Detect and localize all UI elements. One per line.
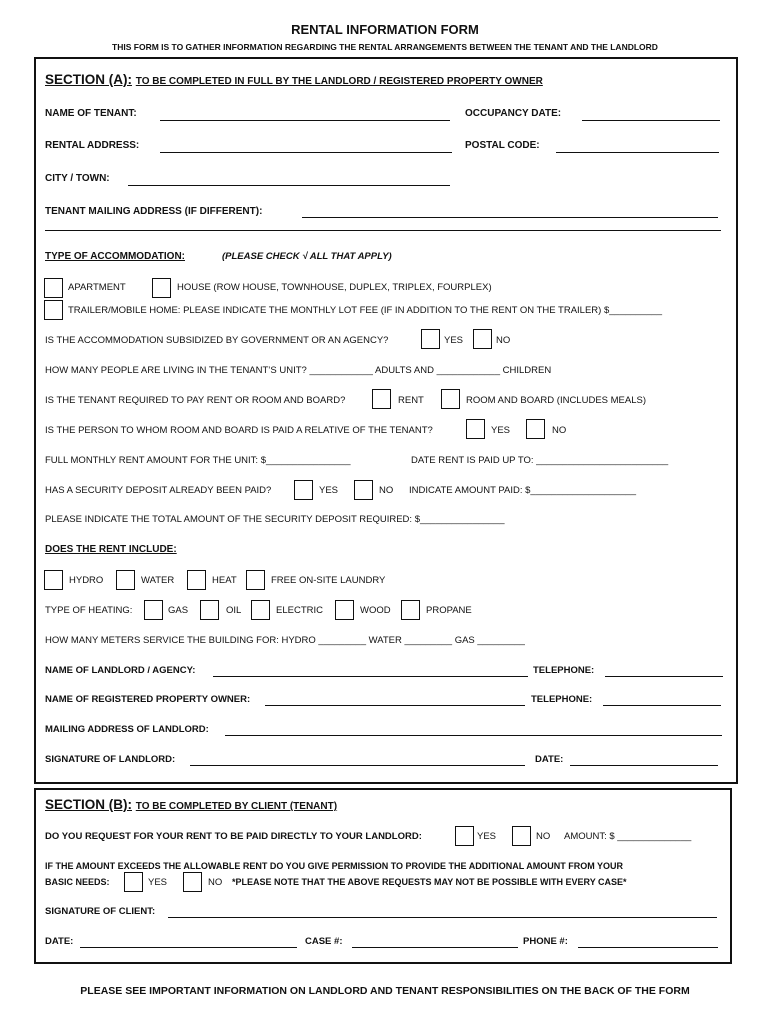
case-number-label: CASE #: [305, 936, 343, 947]
relative-question: IS THE PERSON TO WHOM ROOM AND BOARD IS PAID A RELATIVE OF THE TENANT? [45, 425, 433, 436]
postal-code-field[interactable] [556, 152, 719, 153]
oil-checkbox[interactable] [200, 600, 219, 620]
tenant-mailing-label: TENANT MAILING ADDRESS (IF DIFFERENT): [45, 206, 263, 217]
accommodation-note: (PLEASE CHECK √ ALL THAT APPLY) [222, 251, 392, 262]
landlord-signature-field[interactable] [190, 765, 525, 766]
electric-label: ELECTRIC [276, 605, 323, 616]
landlord-telephone-field[interactable] [605, 676, 723, 677]
relative-no-checkbox[interactable] [526, 419, 545, 439]
heat-label: HEAT [212, 575, 237, 586]
landlord-telephone-label: TELEPHONE: [533, 665, 595, 676]
registered-owner-field[interactable] [265, 705, 525, 706]
gas-checkbox[interactable] [144, 600, 163, 620]
direct-pay-amount-field[interactable]: AMOUNT: $ ______________ [564, 831, 692, 842]
direct-pay-no-label: NO [536, 831, 551, 842]
phone-label: PHONE #: [523, 936, 568, 947]
direct-pay-yes-checkbox[interactable] [455, 826, 474, 846]
wood-label: WOOD [360, 605, 391, 616]
direct-pay-yes-label: YES [477, 831, 497, 842]
rent-paid-up-to-field[interactable]: DATE RENT IS PAID UP TO: _________________________ [411, 455, 669, 466]
subsidized-no-checkbox[interactable] [473, 329, 492, 349]
subsidized-question: IS THE ACCOMMODATION SUBSIDIZED BY GOVERNMENT OR AN AGENCY? [45, 335, 389, 346]
client-signature-label: SIGNATURE OF CLIENT: [45, 906, 156, 917]
meters-question: HOW MANY METERS SERVICE THE BUILDING FOR: HYDRO _________ WATER _________ GAS _________ [45, 635, 525, 646]
rental-address-label: RENTAL ADDRESS: [45, 140, 140, 151]
landlord-mailing-field[interactable] [225, 735, 722, 736]
tenant-name-label: NAME OF TENANT: [45, 108, 137, 119]
relative-no-label: NO [552, 425, 567, 436]
subsidized-yes-label: YES [444, 335, 464, 346]
landlord-agency-field[interactable] [213, 676, 528, 677]
form-subtitle: THIS FORM IS TO GATHER INFORMATION REGARDING THE RENTAL ARRANGEMENTS BETWEEN THE TENANT AND THE LANDLORD [112, 42, 658, 52]
laundry-label: FREE ON-SITE LAUNDRY [271, 575, 386, 586]
tenant-name-field[interactable] [160, 120, 450, 121]
owner-telephone-label: TELEPHONE: [531, 694, 593, 705]
trailer-checkbox[interactable] [44, 300, 63, 320]
exceeds-question: IF THE AMOUNT EXCEEDS THE ALLOWABLE RENT DO YOU GIVE PERMISSION TO PROVIDE THE ADDITIONAL AMOUNT FROM YOUR [45, 861, 624, 871]
client-signature-field[interactable] [168, 917, 717, 918]
relative-yes-checkbox[interactable] [466, 419, 485, 439]
relative-yes-label: YES [491, 425, 511, 436]
deposit-amount-field[interactable]: INDICATE AMOUNT PAID: $____________________ [409, 485, 637, 496]
propane-checkbox[interactable] [401, 600, 420, 620]
section-a-title: SECTION (A): [45, 72, 132, 87]
wood-checkbox[interactable] [335, 600, 354, 620]
laundry-checkbox[interactable] [246, 570, 265, 590]
deposit-required-field[interactable]: PLEASE INDICATE THE TOTAL AMOUNT OF THE SECURITY DEPOSIT REQUIRED: $________________ [45, 514, 505, 525]
phone-field[interactable] [578, 947, 718, 948]
landlord-date-field[interactable] [570, 765, 718, 766]
landlord-date-label: DATE: [535, 754, 564, 765]
propane-label: PROPANE [426, 605, 472, 616]
occupancy-date-field[interactable] [582, 120, 720, 121]
deposit-no-checkbox[interactable] [354, 480, 373, 500]
landlord-signature-label: SIGNATURE OF LANDLORD: [45, 754, 176, 765]
accommodation-heading: TYPE OF ACCOMMODATION: [45, 251, 185, 262]
tenant-mailing-field-2[interactable] [45, 230, 721, 231]
section-b-subtitle: TO BE COMPLETED BY CLIENT (TENANT) [135, 801, 338, 812]
client-date-field[interactable] [80, 947, 297, 948]
rent-label: RENT [398, 395, 424, 406]
landlord-agency-label: NAME OF LANDLORD / AGENCY: [45, 665, 196, 676]
city-town-label: CITY / TOWN: [45, 173, 110, 184]
city-town-field[interactable] [128, 185, 450, 186]
rent-include-heading: DOES THE RENT INCLUDE: [45, 544, 177, 555]
section-a-subtitle: TO BE COMPLETED IN FULL BY THE LANDLORD / REGISTERED PROPERTY OWNER [135, 76, 543, 87]
deposit-no-label: NO [379, 485, 394, 496]
water-checkbox[interactable] [116, 570, 135, 590]
people-question: HOW MANY PEOPLE ARE LIVING IN THE TENANT’S UNIT? ____________ ADULTS AND ____________ CHILDREN [45, 365, 552, 376]
deposit-yes-label: YES [319, 485, 339, 496]
room-and-board-checkbox[interactable] [441, 389, 460, 409]
water-label: WATER [141, 575, 175, 586]
landlord-mailing-label: MAILING ADDRESS OF LANDLORD: [45, 724, 209, 735]
registered-owner-label: NAME OF REGISTERED PROPERTY OWNER: [45, 694, 251, 705]
hydro-checkbox[interactable] [44, 570, 63, 590]
footer-note: PLEASE SEE IMPORTANT INFORMATION ON LANDLORD AND TENANT RESPONSIBILITIES ON THE BACK OF THE FORM [80, 985, 690, 997]
hydro-label: HYDRO [69, 575, 104, 586]
requests-note: *PLEASE NOTE THAT THE ABOVE REQUESTS MAY NOT BE POSSIBLE WITH EVERY CASE* [232, 877, 627, 887]
occupancy-date-label: OCCUPANCY DATE: [465, 108, 562, 119]
room-and-board-label: ROOM AND BOARD (INCLUDES MEALS) [466, 395, 646, 406]
deposit-yes-checkbox[interactable] [294, 480, 313, 500]
form-title: RENTAL INFORMATION FORM [291, 22, 479, 37]
apartment-label: APARTMENT [68, 282, 126, 293]
section-a-heading [45, 72, 543, 87]
house-checkbox[interactable] [152, 278, 171, 298]
tenant-mailing-field[interactable] [302, 217, 718, 218]
heat-checkbox[interactable] [187, 570, 206, 590]
subsidized-yes-checkbox[interactable] [421, 329, 440, 349]
gas-label: GAS [168, 605, 189, 616]
case-number-field[interactable] [352, 947, 518, 948]
rental-address-field[interactable] [160, 152, 452, 153]
client-date-label: DATE: [45, 936, 74, 947]
direct-pay-question: DO YOU REQUEST FOR YOUR RENT TO BE PAID DIRECTLY TO YOUR LANDLORD: [45, 831, 422, 842]
basic-needs-no-checkbox[interactable] [183, 872, 202, 892]
electric-checkbox[interactable] [251, 600, 270, 620]
basic-needs-yes-label: YES [148, 877, 168, 888]
deposit-question: HAS A SECURITY DEPOSIT ALREADY BEEN PAID? [45, 485, 272, 496]
house-label: HOUSE (ROW HOUSE, TOWNHOUSE, DUPLEX, TRIPLEX, FOURPLEX) [177, 282, 492, 293]
heating-type-label: TYPE OF HEATING: [45, 605, 133, 616]
section-b-title: SECTION (B): [45, 797, 132, 812]
subsidized-no-label: NO [496, 335, 511, 346]
postal-code-label: POSTAL CODE: [465, 140, 540, 151]
direct-pay-no-checkbox[interactable] [512, 826, 531, 846]
oil-label: OIL [226, 605, 242, 616]
basic-needs-yes-checkbox[interactable] [124, 872, 143, 892]
basic-needs-label: BASIC NEEDS: [45, 877, 110, 887]
full-rent-field[interactable]: FULL MONTHLY RENT AMOUNT FOR THE UNIT: $________________ [45, 455, 351, 466]
basic-needs-no-label: NO [208, 877, 223, 888]
apartment-checkbox[interactable] [44, 278, 63, 298]
rent-or-board-question: IS THE TENANT REQUIRED TO PAY RENT OR ROOM AND BOARD? [45, 395, 346, 406]
rent-checkbox[interactable] [372, 389, 391, 409]
owner-telephone-field[interactable] [603, 705, 721, 706]
trailer-label: TRAILER/MOBILE HOME: PLEASE INDICATE THE MONTHLY LOT FEE (IF IN ADDITION TO THE RENT ON THE TRAILER) $__________ [68, 305, 663, 316]
section-b-heading [45, 797, 337, 812]
